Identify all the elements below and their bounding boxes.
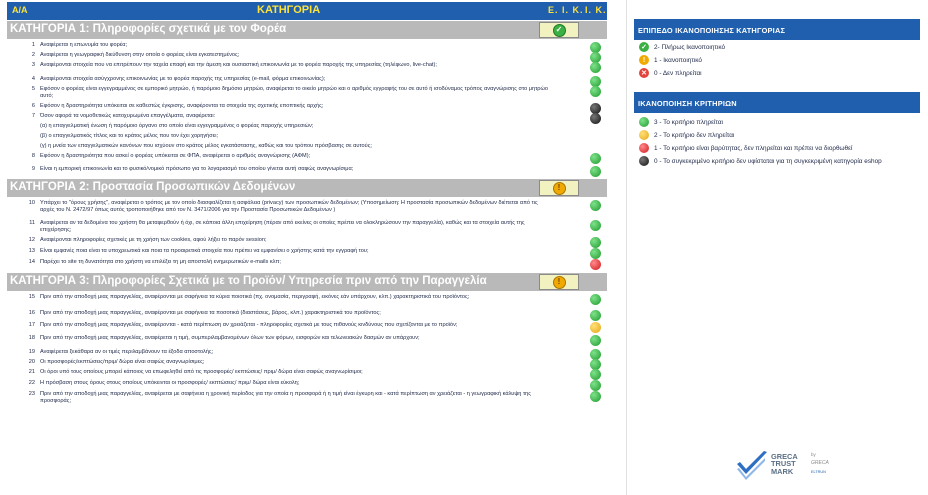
status-green-dot-icon (590, 86, 601, 97)
status-green-dot-icon (590, 200, 601, 211)
logo-by: by (811, 452, 816, 457)
legend-criteria-title: ΙΚΑΝΟΠΟΙΗΣΗ ΚΡΙΤΗΡΙΩΝ (634, 92, 920, 113)
criterion-text: Αναφέρονται πληροφορίες σχετικές με τη χρήση των cookies, αφού λήξει το παρόν session; (40, 237, 267, 243)
legend-no-icon: ✕ (639, 68, 649, 78)
criterion-row (7, 359, 607, 369)
criterion-text: Παρέχει το site τη δυνατότητα στο χρήστη να επιλέξει τη μη αποστολή ενημερωτικών e-mails κλπ; (40, 259, 281, 265)
category-list (7, 21, 607, 407)
criterion-row (7, 153, 607, 166)
status-green-dot-icon (590, 153, 601, 164)
legend-g-icon (639, 117, 649, 127)
greca-trustmark-logo (735, 446, 845, 486)
status-green-dot-icon (590, 294, 601, 305)
legend-item (639, 117, 723, 127)
criteria-list (7, 291, 607, 407)
warning-status-icon: ! (553, 276, 566, 289)
criterion-number: 10 (28, 200, 35, 206)
status-yellow-dot-icon (590, 322, 601, 333)
status-green-dot-icon (590, 310, 601, 321)
criterion-text: Αναφέρεται ξεκάθαρα αν οι τιμές περιλαμβάνουν τα έξοδα αποστολής; (40, 349, 214, 355)
status-green-dot-icon (590, 237, 601, 248)
criterion-row (7, 113, 607, 123)
legend-item (639, 156, 882, 166)
legend-label: 3 - Το κριτήριο πληρείται (654, 118, 723, 126)
status-green-dot-icon (590, 391, 601, 402)
criterion-row (7, 62, 607, 76)
category-title: ΚΑΤΗΓΟΡΙΑ 3: Πληροφορίες Σχετικά με το Προϊόν/ Υπηρεσία πριν από την Παραγγελία (10, 275, 487, 287)
check-status-icon: ✓ (553, 24, 566, 37)
criterion-text: Αναφέρονται στοιχεία που να επιτρέπουν την ταχεία επαφή και την άμεση και ουσιαστική επικοινωνία με το φορέα παροχής της υπηρεσίας (τηλέφωνο, live-chat); (40, 62, 437, 68)
status-green-dot-icon (590, 369, 601, 380)
criterion-text: Εφόσον ο φορέας είναι εγγεγραμμένος σε εμπορικό μητρώο, ή παρόμοιο δημόσιο μητρώο, αναφέρεται το οικείο μητρώο και ο αριθμός εγγραφής του σε αυτό ή ισοδύναμος τρόπος αναγνώρισης στο μητρώο αυτό; (40, 86, 548, 99)
category-header (7, 21, 607, 39)
criterion-number: 11 (29, 220, 35, 226)
criteria-list (7, 39, 607, 178)
criterion-text: Εφόσον η δραστηριότητα που ασκεί ο φορέας υπόκειται σε ΦΠΑ, αναφέρεται ο αριθμός αναγνώρισης (ΑΦΜ); (40, 153, 311, 159)
criterion-row (7, 322, 607, 335)
category-title: ΚΑΤΗΓΟΡΙΑ 2: Προστασία Προσωπικών Δεδομένων (10, 181, 296, 193)
logo-line-1: GRECA (771, 452, 798, 461)
legend-item (639, 55, 702, 65)
legend-label: 2 - Το κριτήριο δεν πληρείται (654, 131, 735, 139)
criterion-text: Πριν από την αποδοχή μιας παραγγελίας, αναφέρονται με σαφήνεια τα κύρια ποιοτικά (πχ. ονομασία, περιγραφή, εικόνες εάν υπάρχουν, κλπ.) χαρακτηριστικά του προϊόντος; (40, 294, 470, 300)
criterion-text: Πριν από την αποδοχή μιας παραγγελίας, αναφέρεται η τιμή, συμπεριλαμβανομένων όλων των φόρων, εισφορών και τελωνειακών δασμών αν υπάρχουν; (40, 335, 420, 341)
criteria-list (7, 197, 607, 272)
criterion-number: 18 (28, 335, 35, 341)
status-red-dot-icon (590, 259, 601, 270)
category-status-stamp (539, 180, 579, 196)
criterion-number: 9 (31, 166, 35, 172)
criterion-number: 2 (31, 52, 35, 58)
legend-item (639, 130, 734, 140)
criterion-number: 19 (28, 349, 35, 355)
legend-item (639, 143, 852, 153)
category-status-stamp (539, 274, 579, 290)
column-category: ΚΑΤΗΓΟΡΙΑ (257, 4, 321, 16)
criterion-number: 13 (28, 248, 35, 254)
criterion-number: 22 (28, 380, 35, 386)
criterion-number: 23 (28, 391, 35, 397)
category-header (7, 273, 607, 291)
criterion-number: 16 (28, 310, 35, 316)
category-status-stamp (539, 22, 579, 38)
category-header (7, 179, 607, 197)
criterion-row (7, 86, 607, 103)
criterion-row (7, 310, 607, 322)
criterion-row (7, 143, 607, 153)
criterion-row (7, 220, 607, 237)
column-ik: Ι. Κ. (585, 5, 607, 15)
criterion-text: Οι προσφορές/εκπτώσεις/πριμ/ δώρα είναι σαφώς αναγνωρίσιμες; (40, 359, 205, 365)
legend-k-icon (639, 156, 649, 166)
criterion-number: 15 (28, 294, 35, 300)
criterion-row (7, 42, 607, 52)
logo-by-sub: ELTRUN (811, 470, 826, 474)
criterion-row (7, 391, 607, 405)
legend-item (639, 68, 702, 78)
criterion-number: 1 (31, 42, 35, 48)
criterion-number: 17 (28, 322, 35, 328)
status-green-dot-icon (590, 166, 601, 177)
criterion-row (7, 349, 607, 359)
criterion-text: Όσον αφορά τα νομοθετικώς κατοχυρωμένα επαγγέλματα, αναφέρεται: (40, 113, 216, 119)
status-green-dot-icon (590, 335, 601, 346)
criterion-number: 7 (31, 113, 35, 119)
criterion-row (7, 248, 607, 259)
sheet-header (7, 2, 607, 20)
legend-panel (626, 0, 928, 495)
criterion-row (7, 237, 607, 248)
legend-label: 0 - Δεν πληρείται (654, 69, 702, 77)
logo-by-brand: GRECA (811, 460, 829, 466)
criterion-text: Είναι η εμπορική επικοινωνία και το φυσικό/νομικό πρόσωπο για το λογαριασμό του οποίου γίνεται αυτή σαφώς αναγνωρίσιμα; (40, 166, 354, 172)
criterion-text: Είναι εμφανές ποια είναι τα υποχρεωτικά και ποια τα προαιρετικά στοιχεία που πρέπει να εμφανίσει ο χρήστης κατά την εγγραφή του; (40, 248, 369, 254)
criterion-text: Αναφέρεται αν τα δεδομένα του χρήστη θα μεταφερθούν ή όχι, σε κάποια άλλη επιχείρηση (πέραν από εκείνες οι οποίες πρέπει να ολοκληρώσουν την παραγγελία), καθώς και τα στοιχεία αυτής της επιχείρησης; (40, 220, 525, 233)
criterion-text: (β) ο επαγγελματικός τίτλος και το κράτος μέλος που τον έχει χορηγήσει; (40, 133, 218, 139)
criterion-text: (α) η επαγγελματική ένωση ή παρόμοιο όργανο στο οποίο είναι εγγεγραμμένος ο φορέας παροχής υπηρεσιών; (40, 123, 314, 129)
column-eik: Ε. Ι. Κ. (548, 5, 584, 15)
criterion-text: (γ) η μνεία των επαγγελματικών κανόνων που ισχύουν στο κράτος μέλος εγκατάστασης, καθώς και του τρόπου πρόσβασης σε αυτούς; (40, 143, 372, 149)
logo-line-2: TRUST (771, 459, 796, 469)
legend-category-title: ΕΠΙΠΕΔΟ ΙΚΑΝΟΠΟΙΗΣΗΣ ΚΑΤΗΓΟΡΙΑΣ (634, 19, 920, 40)
criterion-text: Οι όροι υπό τους οποίους μπορεί κάποιος να επωφεληθεί από τις προσφορές/ εκπτώσεις/ πριμ/ δώρα είναι σαφώς αναγνωρίσιμοι; (40, 369, 363, 375)
criterion-text: Αναφέρεται η γεωγραφική διεύθυνση στην οποία ο φορέας είναι εγκατεστημένος; (40, 52, 240, 58)
status-green-dot-icon (590, 248, 601, 259)
criterion-number: 8 (31, 153, 35, 159)
legend-item (639, 42, 725, 52)
criteria-sheet (7, 2, 607, 495)
criterion-row (7, 380, 607, 391)
criterion-number: 4 (31, 76, 35, 82)
warning-status-icon: ! (553, 182, 566, 195)
criterion-text: Η πρόσβαση στους όρους στους οποίους υπόκεινται οι προσφορές/ εκπτώσεις/ πριμ/ δώρα είναι εύκολη; (40, 380, 300, 386)
criterion-row (7, 52, 607, 62)
criterion-row (7, 166, 607, 176)
category-title: ΚΑΤΗΓΟΡΙΑ 1: Πληροφορίες σχετικά με τον Φορέα (10, 23, 287, 35)
criterion-text: Εφόσον η δραστηριότητα υπόκειται σε καθεστώς έγκρισης, αναφέρονται τα στοιχεία της σχετικής εποπτικής αρχής; (40, 103, 324, 109)
criterion-row (7, 103, 607, 113)
logo-line-3: MARK (771, 466, 794, 476)
criterion-row (7, 76, 607, 86)
legend-label: 0 - Το συγκεκριμένο κριτήριο δεν υφίσταται για τη συγκεκριμένη κατηγορία eshop (654, 157, 882, 165)
criterion-number: 5 (31, 86, 35, 92)
criterion-row (7, 335, 607, 349)
criterion-text: Πριν από την αποδοχή μιας παραγγελίας, αναφέρονται - κατά περίπτωση αν χρειάζεται - πληροφορίες σχετικά με τους πιθανούς κινδύνους που σχετίζονται με το προϊόν; (40, 322, 458, 328)
criterion-row (7, 200, 607, 220)
legend-mid-icon: ! (639, 55, 649, 65)
legend-label: 2- Πλήρως Ικανοποιητικό (654, 43, 726, 51)
status-green-dot-icon (590, 62, 601, 73)
criterion-row (7, 133, 607, 143)
logo-wordmark (771, 453, 798, 475)
criterion-text: Αναφέρεται η επωνυμία του φορέα; (40, 42, 128, 48)
legend-ok-icon: ✓ (639, 42, 649, 52)
criterion-row (7, 123, 607, 133)
checkmark-logo-icon (735, 450, 769, 480)
criterion-number: 14 (28, 259, 35, 265)
criterion-row (7, 259, 607, 270)
status-green-dot-icon (590, 220, 601, 231)
criterion-text: Πριν από την αποδοχή μιας παραγγελίας, αναφέρεται με σαφήνεια η χρονική περίοδος για την οποία η προσφορά ή η τιμή είναι έγκυρη και - κατά περίπτωση αν χρειάζεται - η γεωγραφική κάλυψη της προσφοράς; (40, 391, 531, 404)
legend-label: 1 - Ικανοποιητικό (654, 56, 702, 64)
column-aa: A/A (12, 5, 28, 15)
criterion-number: 20 (28, 359, 35, 365)
criterion-number: 3 (31, 62, 35, 68)
criterion-row (7, 369, 607, 380)
criterion-number: 12 (28, 237, 35, 243)
criterion-row (7, 294, 607, 310)
criterion-text: Υπάρχει το "όρους χρήσης", αναφέρεται ο τρόπος με τον οποίο διασφαλίζεται η ασφάλεια (privacy) των προσωπικών δεδομένων; (Υποσημείωση: Η προστασία προσωπικών δεδομένων διέπεται από τις αρχές του Ν. 2472/97 όπως αυτός τροποποιήθηκε από τον Ν. 3471/2006 για την Προστασία Προσωπικών Δεδομένων ) (40, 200, 538, 213)
criterion-text: Πριν από την αποδοχή μιας παραγγελίας, αναφέρονται με σαφήνεια τα ποσοτικά (διαστάσεις, βάρος, κλπ.) χαρακτηριστικά του προϊόντος; (40, 310, 381, 316)
criterion-number: 6 (31, 103, 35, 109)
legend-y-icon (639, 130, 649, 140)
legend-r-icon (639, 143, 649, 153)
status-green-dot-icon (590, 380, 601, 391)
criterion-text: Αναφέρονται στοιχεία ασύγχρονης επικοινωνίας με το φορέα παροχής της υπηρεσίας (e-mail, φόρμα επικοινωνίας); (40, 76, 326, 82)
criterion-number: 21 (28, 369, 35, 375)
legend-label: 1 - Το κριτήριο είναι βαρύτητας, δεν πληρείται και πρέπει να διορθωθεί (654, 144, 853, 152)
